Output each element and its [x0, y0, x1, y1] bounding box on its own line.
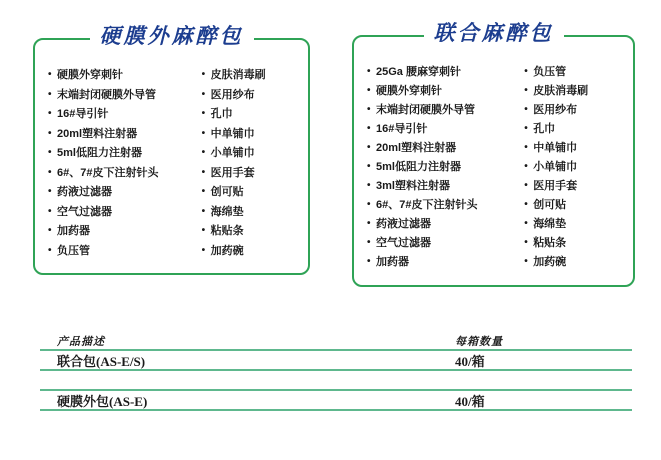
kit-item: • 海绵垫	[202, 203, 304, 223]
product-quantity: 40/箱	[455, 393, 485, 409]
kit-contents-epidural	[35, 40, 308, 261]
kit-item: • 小单铺巾	[202, 144, 304, 164]
kit-item: • 医用纱布	[202, 86, 304, 106]
kit-item: • 末端封闭硬膜外导管	[367, 101, 524, 120]
kit-item: • 小单铺巾	[524, 158, 629, 177]
kit-item: • 皮肤消毒刷	[524, 82, 629, 101]
kit-box-epidural	[33, 25, 310, 275]
kit-item: • 负压管	[48, 242, 202, 262]
product-name: 硬膜外包(AS-E)	[57, 393, 148, 409]
kit-item: • 皮肤消毒刷	[202, 66, 304, 86]
table-row	[40, 391, 632, 411]
kit-items-right	[202, 66, 304, 261]
kit-contents-combined	[354, 37, 633, 272]
kit-items-right	[524, 63, 629, 272]
kit-item: • 药液过滤器	[367, 215, 524, 234]
kit-title-combined: 联合麻醉包	[424, 21, 564, 47]
kit-items-left	[48, 66, 202, 261]
kit-items-left	[367, 63, 524, 272]
kit-item: • 20ml塑料注射器	[48, 125, 202, 145]
kit-item: • 中单铺巾	[202, 125, 304, 145]
kit-item: • 25Ga 腰麻穿刺针	[367, 63, 524, 82]
table-spacer-row	[40, 371, 632, 391]
kit-item: • 6#、7#皮下注射针头	[48, 164, 202, 184]
table-header-description: 产品描述	[57, 336, 105, 348]
table-header-quantity: 每箱数量	[455, 336, 503, 348]
kit-item: • 硬膜外穿刺针	[367, 82, 524, 101]
product-table	[40, 333, 632, 411]
kit-item: • 5ml低阻力注射器	[367, 158, 524, 177]
kit-item: • 6#、7#皮下注射针头	[367, 196, 524, 215]
kit-item: • 16#导引针	[48, 105, 202, 125]
kit-item: • 药液过滤器	[48, 183, 202, 203]
kit-item: • 20ml塑料注射器	[367, 139, 524, 158]
kit-item: • 粘贴条	[202, 222, 304, 242]
kit-item: • 硬膜外穿刺针	[48, 66, 202, 86]
kit-item: • 医用纱布	[524, 101, 629, 120]
kit-item: • 末端封闭硬膜外导管	[48, 86, 202, 106]
kit-item: • 海绵垫	[524, 215, 629, 234]
kit-box-combined	[352, 22, 635, 287]
kit-item: • 医用手套	[202, 164, 304, 184]
kit-item: • 空气过滤器	[48, 203, 202, 223]
kit-item: • 3ml塑料注射器	[367, 177, 524, 196]
kit-item: • 医用手套	[524, 177, 629, 196]
kit-title-epidural: 硬膜外麻醉包	[90, 24, 254, 50]
kit-item: • 加药器	[48, 222, 202, 242]
kit-item: • 加药碗	[524, 253, 629, 272]
kit-item: • 创可贴	[524, 196, 629, 215]
table-header-row	[40, 333, 632, 351]
kit-item: • 创可贴	[202, 183, 304, 203]
kit-item: • 中单铺巾	[524, 139, 629, 158]
product-name: 联合包(AS-E/S)	[57, 353, 146, 369]
table-row	[40, 351, 632, 371]
kit-item: • 5ml低阻力注射器	[48, 144, 202, 164]
kit-item: • 16#导引针	[367, 120, 524, 139]
kit-item: • 孔巾	[202, 105, 304, 125]
kit-item: • 粘贴条	[524, 234, 629, 253]
kit-item: • 空气过滤器	[367, 234, 524, 253]
kit-item: • 负压管	[524, 63, 629, 82]
kit-item: • 加药器	[367, 253, 524, 272]
product-quantity: 40/箱	[455, 353, 485, 369]
kit-item: • 加药碗	[202, 242, 304, 262]
kit-item: • 孔巾	[524, 120, 629, 139]
